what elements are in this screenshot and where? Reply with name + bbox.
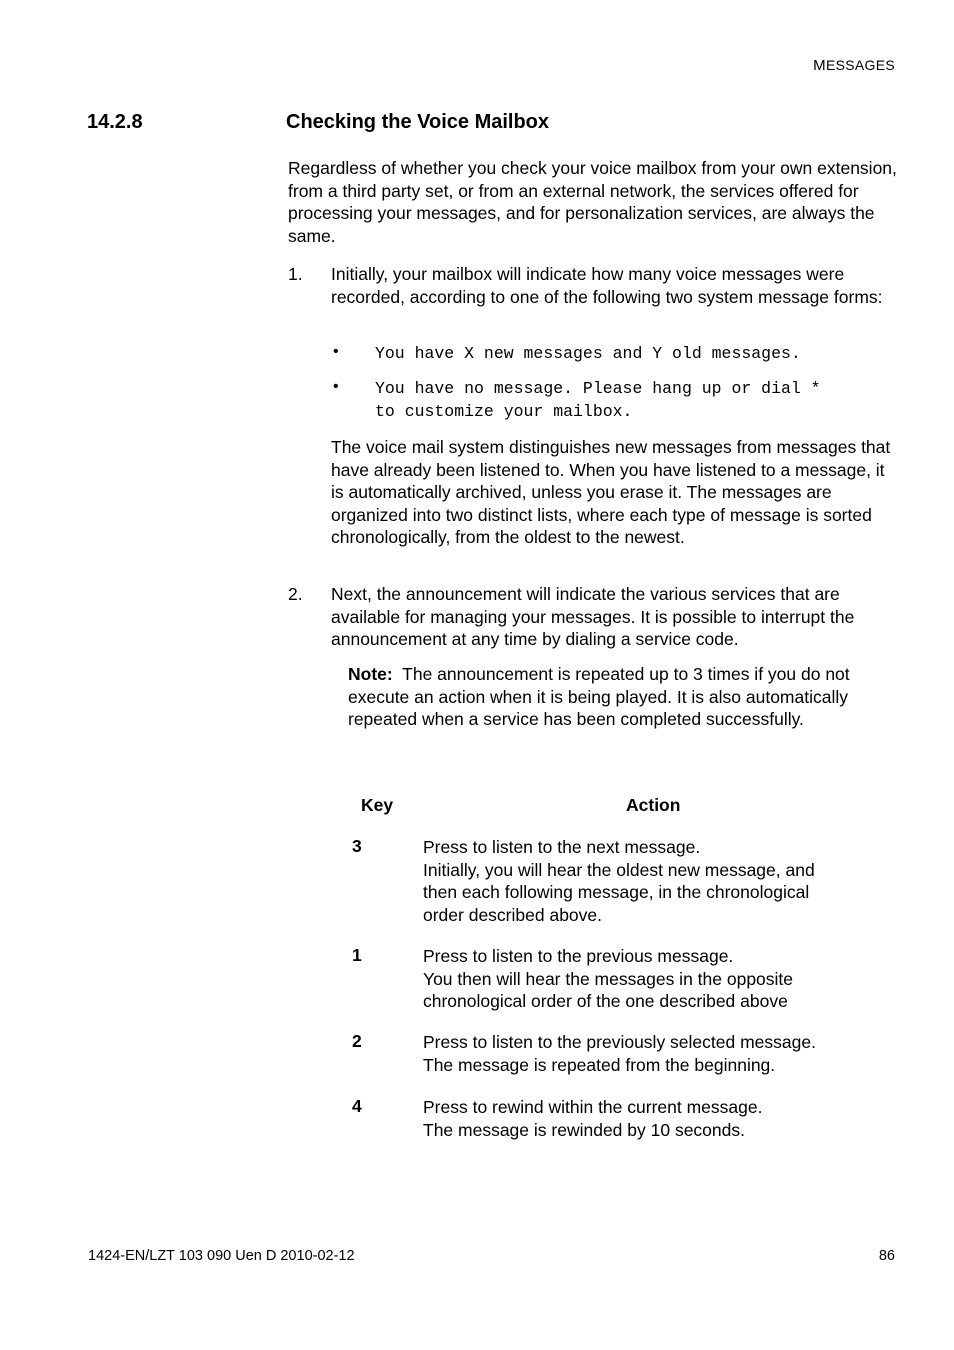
- section-number: 14.2.8: [87, 111, 143, 133]
- running-header-rest: ESSAGES: [825, 57, 895, 73]
- action-line: The message is rewinded by 10 seconds.: [423, 1119, 745, 1140]
- action-line: Press to listen to the previous message.: [423, 946, 734, 966]
- action-cell: [423, 1096, 762, 1141]
- key-cell: 2: [352, 1031, 362, 1051]
- system-message-line: You have X new messages and Y old messages.: [375, 344, 801, 363]
- section-title: Checking the Voice Mailbox: [286, 111, 550, 133]
- footer-page-number: 86: [878, 1248, 895, 1264]
- action-line: chronological order of the one described above: [423, 991, 788, 1012]
- running-header-initial: M: [813, 57, 826, 74]
- step-number: 1.: [288, 264, 303, 284]
- action-line: You then will hear the messages in the opposite: [423, 968, 794, 989]
- table-header-key: Key: [361, 795, 394, 815]
- action-line: The message is repeated from the beginning.: [423, 1054, 776, 1075]
- note-text: The announcement is repeated up to 3 times if you do not execute an action when it is being played. It is also automatically repeated when a service has been completed successfully.: [348, 664, 850, 730]
- action-cell: [423, 945, 793, 1013]
- action-line: Press to listen to the previously selected message.: [423, 1032, 816, 1052]
- action-line: Initially, you will hear the oldest new message, and: [423, 859, 815, 880]
- action-line: order described above.: [423, 904, 602, 925]
- key-cell: 4: [352, 1096, 362, 1116]
- system-message-line: to customize your mailbox.: [375, 401, 633, 421]
- bullet-symbol: •: [333, 378, 339, 395]
- intro-paragraph: Regardless of whether you check your voice mailbox from your own extension, from a third party set, or from an external network, the services offered for processing your messages, and for personalization services, are always the same.: [288, 158, 897, 246]
- footer-doc-id: 1424-EN/LZT 103 090 Uen D 2010-02-12: [88, 1248, 355, 1264]
- step-followup: The voice mail system distinguishes new messages from messages that have already been listened to. When you have listened to a message, it is automatically archived, unless you erase it. The messages are organized into two distinct lists, where each type of message is sorted chronologically, from the oldest to the newest.: [331, 437, 891, 548]
- table-header-action: Action: [626, 795, 681, 815]
- step-number: 2.: [288, 584, 303, 604]
- system-message-line: You have no message. Please hang up or dial *: [375, 379, 821, 398]
- action-cell: [423, 836, 815, 926]
- system-message: [375, 343, 801, 366]
- running-header: [813, 57, 895, 74]
- action-line: then each following message, in the chronological: [423, 882, 810, 903]
- key-cell: 1: [352, 945, 362, 965]
- step-text: Next, the announcement will indicate the various services that are available for managing your messages. It is possible to interrupt the announcement at any time by dialing a service code.: [331, 584, 855, 650]
- note-label: Note:: [348, 664, 393, 684]
- bullet-symbol: •: [333, 343, 339, 360]
- system-message: [375, 378, 821, 423]
- action-line: Press to listen to the next message.: [423, 837, 701, 857]
- action-cell: [423, 1031, 816, 1076]
- note: [348, 663, 896, 731]
- key-cell: 3: [352, 836, 362, 856]
- step-text: Initially, your mailbox will indicate how many voice messages were recorded, according to one of the following two system message forms:: [331, 264, 883, 307]
- action-line: Press to rewind within the current message.: [423, 1097, 763, 1117]
